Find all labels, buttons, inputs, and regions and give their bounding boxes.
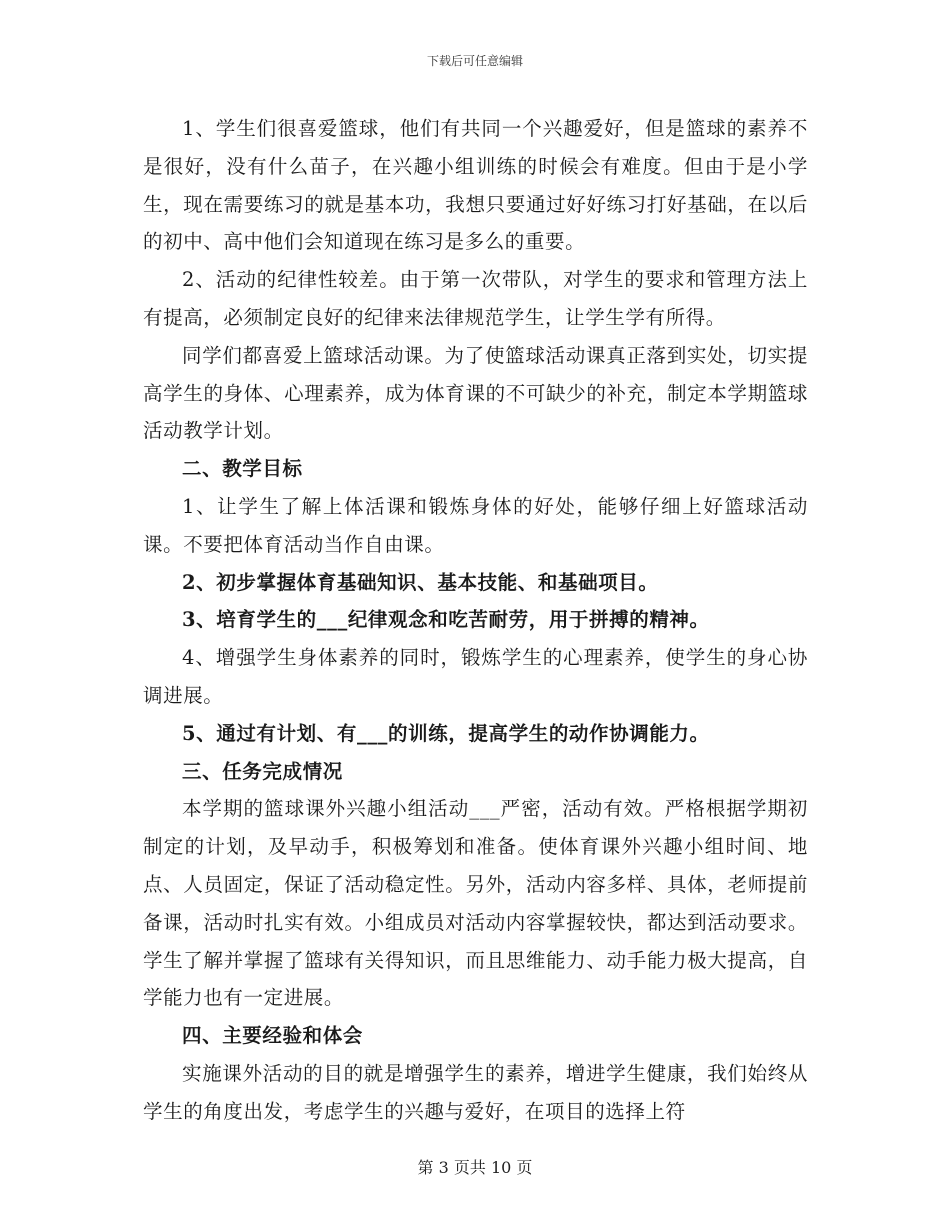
goal-item-5: 5、通过有计划、有___的训练，提高学生的动作协调能力。 [182, 721, 710, 745]
goal-item-2: 2、初步掌握体育基础知识、基本技能、和基础项目。 [182, 570, 659, 594]
experience-paragraph: 实施课外活动的目的就是增强学生的素养，增进学生健康，我们始终从学生的角度出发，考虑学生的兴趣与爱好，在项目的选择上符 [143, 1061, 808, 1123]
section-heading-task-completion: 三、任务完成情况 [182, 759, 343, 783]
paragraph-1: 1、学生们很喜爱篮球，他们有共同一个兴趣爱好，但是篮球的素养不是很好，没有什么苗子，在兴趣小组训练的时候会有难度。但由于是小学生，现在需要练习的就是基本功，我想只要通过好好练习打好基础，在以后的初中、高中他们会知道现在练习是多么的重要。 [143, 117, 808, 254]
goal-item-3: 3、培育学生的___纪律观念和吃苦耐劳，用于拼搏的精神。 [182, 608, 710, 632]
goal-item-1: 1、让学生了解上体活课和锻炼身体的好处，能够仔细上好篮球活动课。不要把体育活动当作自由课。 [143, 494, 808, 556]
task-completion-paragraph: 本学期的篮球课外兴趣小组活动___严密，活动有效。严格根据学期初制定的计划，及早动手，积极筹划和准备。使体育课外兴趣小组时间、地点、人员固定，保证了活动稳定性。另外，活动内容多样、具体，老师提前备课，活动时扎实有效。小组成员对活动内容掌握较快，都达到活动要求。学生了解并掌握了篮球有关得知识，而且思维能力、动手能力极大提高，自学能力也有一定进展。 [143, 797, 808, 1010]
page-header: 下载后可任意编辑 [426, 54, 523, 68]
goal-item-4: 4、增强学生身体素养的同时，锻炼学生的心理素养，使学生的身心协调进展。 [143, 646, 808, 707]
paragraph-2: 2、活动的纪律性较差。由于第一次带队，对学生的要求和管理方法上有提高，必须制定良好的纪律来法律规范学生，让学生学有所得。 [143, 268, 808, 329]
section-heading-experience: 四、主要经验和体会 [182, 1024, 363, 1048]
section-heading-teaching-goals: 二、教学目标 [182, 457, 303, 481]
document-body [143, 110, 808, 1131]
paragraph-3: 同学们都喜爱上篮球活动课。为了使篮球活动课真正落到实处，切实提高学生的身体、心理素养，成为体育课的不可缺少的补充，制定本学期篮球活动教学计划。 [143, 343, 808, 443]
page-footer: 第 3 页共 10 页 [417, 1158, 533, 1177]
